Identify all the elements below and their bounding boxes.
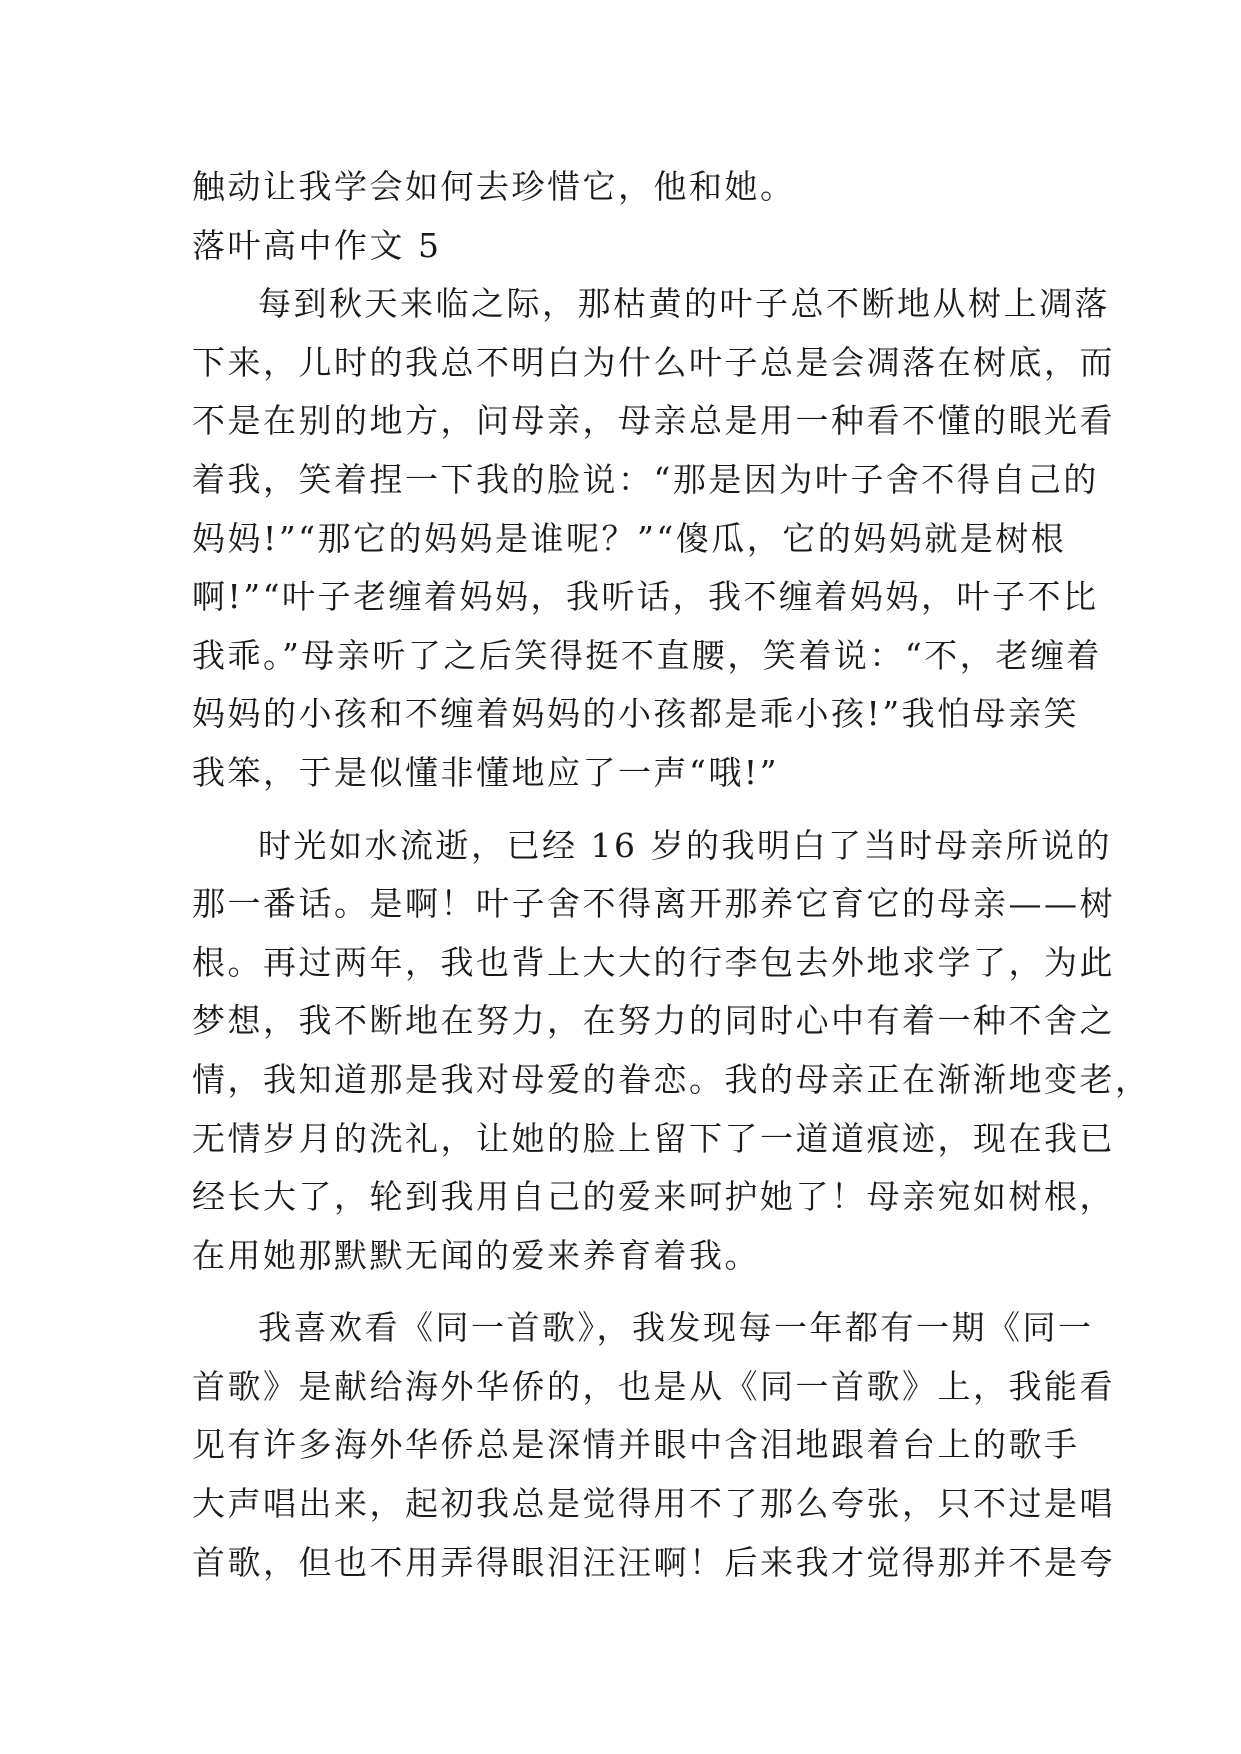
paragraph-3 [192, 1299, 1115, 1592]
paragraph-line: 梦想，我不断地在努力，在努力的同时心中有着一种不舍之 [192, 1001, 1115, 1041]
paragraph-line: 我笨，于是似懂非懂地应了一声“哦!” [192, 752, 780, 792]
paragraph-line: 首歌》是献给海外华侨的，也是从《同一首歌》上，我能看 [192, 1366, 1115, 1406]
paragraph-line: 情，我知道那是我对母爱的眷恋。我的母亲正在渐渐地变老， [192, 1059, 1151, 1099]
paragraph-line: 无情岁月的洗礼，让她的脸上留下了一道道痕迹，现在我已 [192, 1118, 1115, 1158]
paragraph-line: 妈妈!”“那它的妈妈是谁呢？”“傻瓜，它的妈妈就是树根 [192, 518, 1067, 558]
paragraph-line: 着我，笑着捏一下我的脸说：“那是因为叶子舍不得自己的 [192, 459, 1099, 499]
paragraph-line: 我喜欢看《同一首歌》，我发现每一年都有一期《同一 [258, 1308, 1094, 1348]
paragraph-line: 妈妈的小孩和不缠着妈妈的小孩都是乖小孩!”我怕母亲笑 [192, 694, 1080, 734]
paragraph-line: 时光如水流逝，已经 16 岁的我明白了当时母亲所说的 [258, 825, 1112, 865]
intro-line: 触动让我学会如何去珍惜它，他和她。 [192, 167, 796, 206]
document-body [192, 158, 1151, 1592]
paragraph-line: 不是在别的地方，问母亲，母亲总是用一种看不懂的眼光看 [192, 401, 1115, 441]
paragraph-line: 那一番话。是啊！叶子舍不得离开那养它育它的母亲——树 [192, 884, 1115, 924]
paragraph-line: 见有许多海外华侨总是深情并眼中含泪地跟着台上的歌手 [192, 1425, 1080, 1465]
paragraph-line: 在用她那默默无闻的爱来养育着我。 [192, 1235, 760, 1275]
paragraph-2 [192, 817, 1151, 1286]
paragraph-line: 首歌，但也不用弄得眼泪汪汪啊！后来我才觉得那并不是夸 [192, 1542, 1115, 1582]
paragraph-line: 大声唱出来，起初我总是觉得用不了那么夸张，只不过是唱 [192, 1484, 1115, 1524]
paragraph-line: 每到秋天来临之际，那枯黄的叶子总不断地从树上凋落 [258, 284, 1110, 324]
paragraph-line: 下来，儿时的我总不明白为什么叶子总是会凋落在树底，而 [192, 342, 1115, 382]
essay-heading: 落叶高中作文 5 [192, 225, 442, 265]
paragraph-1 [192, 275, 1115, 802]
paragraph-line: 经长大了，轮到我用自己的爱来呵护她了！母亲宛如树根， [192, 1177, 1115, 1217]
paragraph-line: 根。再过两年，我也背上大大的行李包去外地求学了，为此 [192, 942, 1115, 982]
paragraph-line: 我乖。”母亲听了之后笑得挺不直腰，笑着说：“不，老缠着 [192, 635, 1102, 675]
paragraph-line: 啊!”“叶子老缠着妈妈，我听话，我不缠着妈妈，叶子不比 [192, 577, 1099, 617]
